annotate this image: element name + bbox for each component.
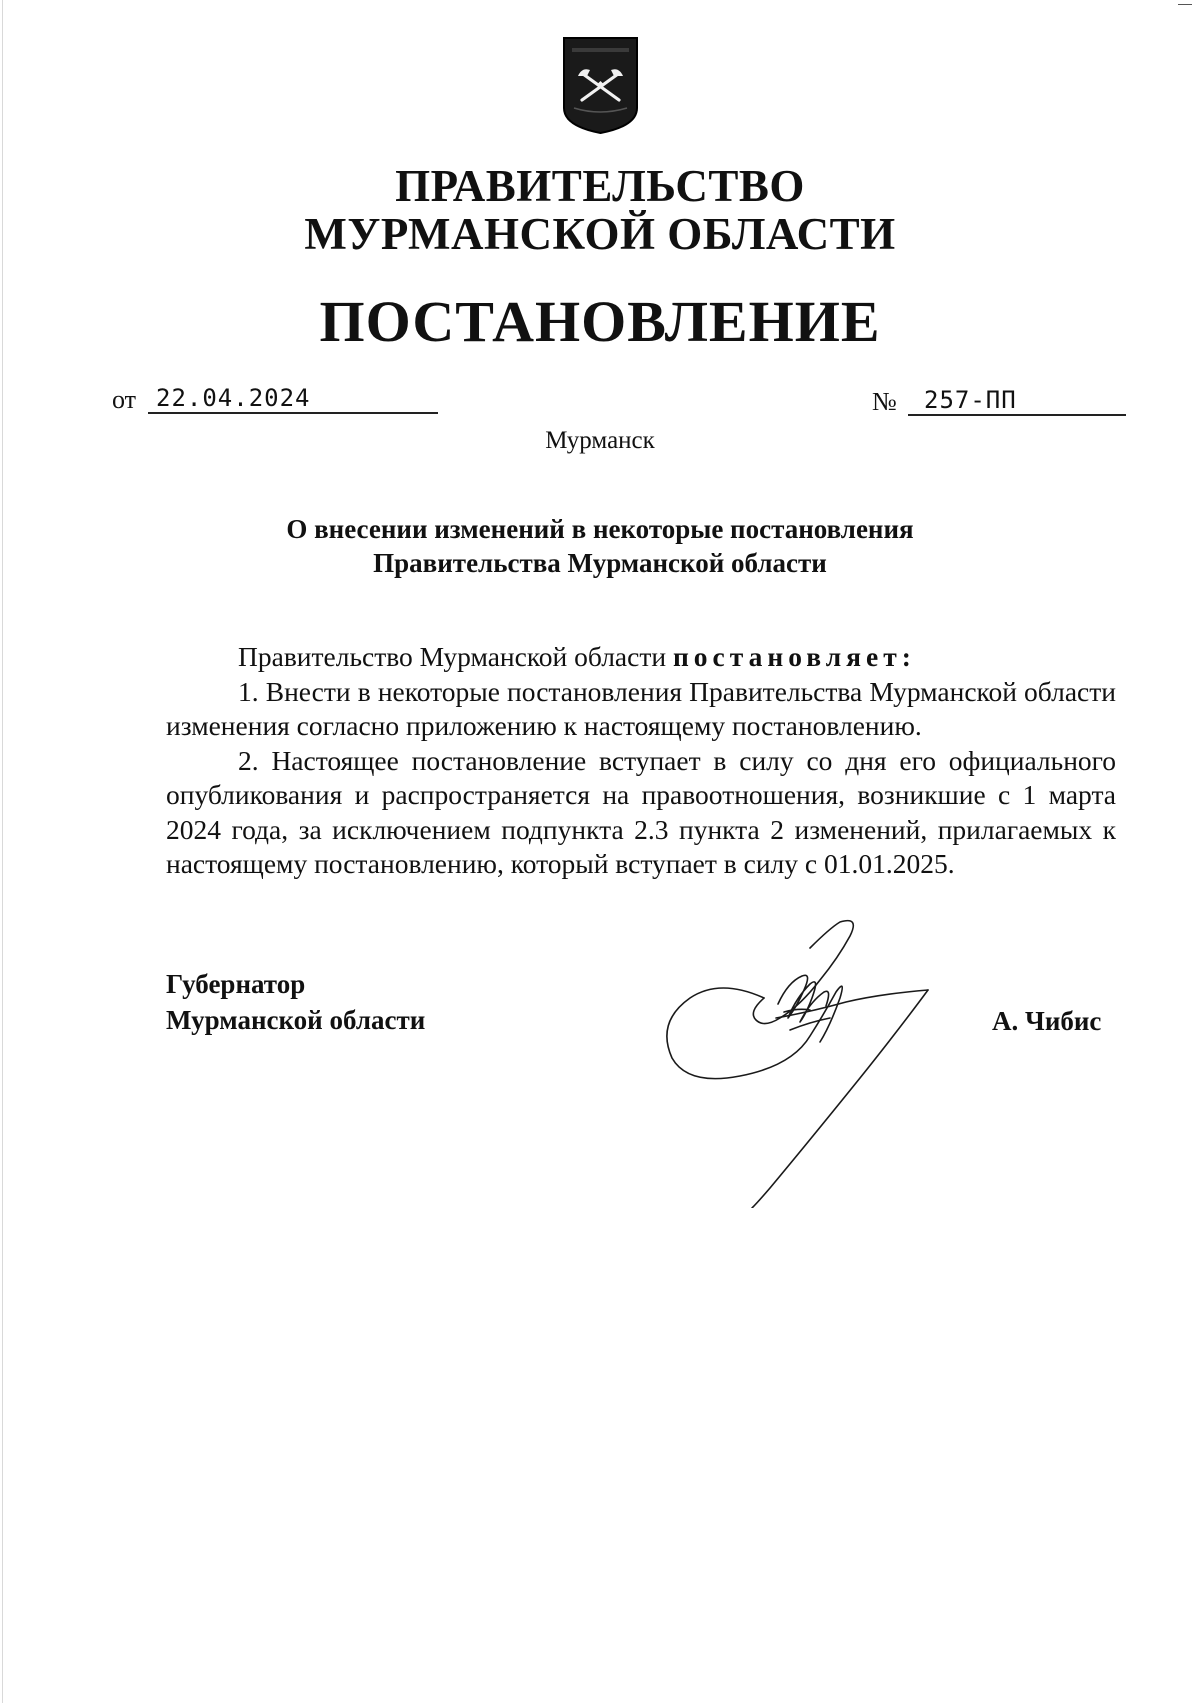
number-value: 257-ПП [924, 386, 1017, 414]
position-line2: Мурманской области [166, 1005, 426, 1035]
decree-body [166, 640, 1116, 882]
signature-icon [660, 918, 938, 1208]
number-underline [908, 414, 1126, 416]
government-title-line2: МУРМАНСКОЙ ОБЛАСТИ [304, 209, 896, 259]
intro-subject: Правительство Мурманской области [238, 641, 667, 672]
government-title-line1: ПРАВИТЕЛЬСТВО [395, 161, 805, 211]
signatory-name: А. Чибис [992, 1006, 1102, 1036]
item-1: 1. Внести в некоторые постановления Правительства Мурманской области изменения согласно приложению к настоящему постановлению. [166, 675, 1116, 741]
coat-of-arms-icon [560, 34, 641, 135]
date-label: от [112, 385, 137, 414]
document-type-title: ПОСТАНОВЛЕНИЕ [319, 289, 881, 354]
intro-verb: постановляет: [672, 641, 916, 672]
subject-line1: О внесении изменений в некоторые постановления [286, 514, 914, 544]
city-name: Мурманск [545, 427, 655, 454]
date-underline [148, 412, 438, 414]
position-line1: Губернатор [166, 969, 306, 999]
item-2: 2. Настоящее постановление вступает в силу со дня его официального опубликования и распространяется на правоотношения, возникшие с 1 марта 2024 года, за исключением подпункта 2.3 пункта 2 изменений, прилагаемых к настоящему постановлению, который вступает в силу с 01.01.2025. [166, 744, 1116, 879]
signatory-position [166, 966, 425, 1038]
intro-paragraph [166, 640, 1116, 675]
number-label: № [872, 387, 897, 416]
scan-edge-mark [1178, 4, 1192, 5]
subject-line2: Правительства Мурманской области [373, 548, 827, 578]
date-value: 22.04.2024 [156, 384, 311, 412]
